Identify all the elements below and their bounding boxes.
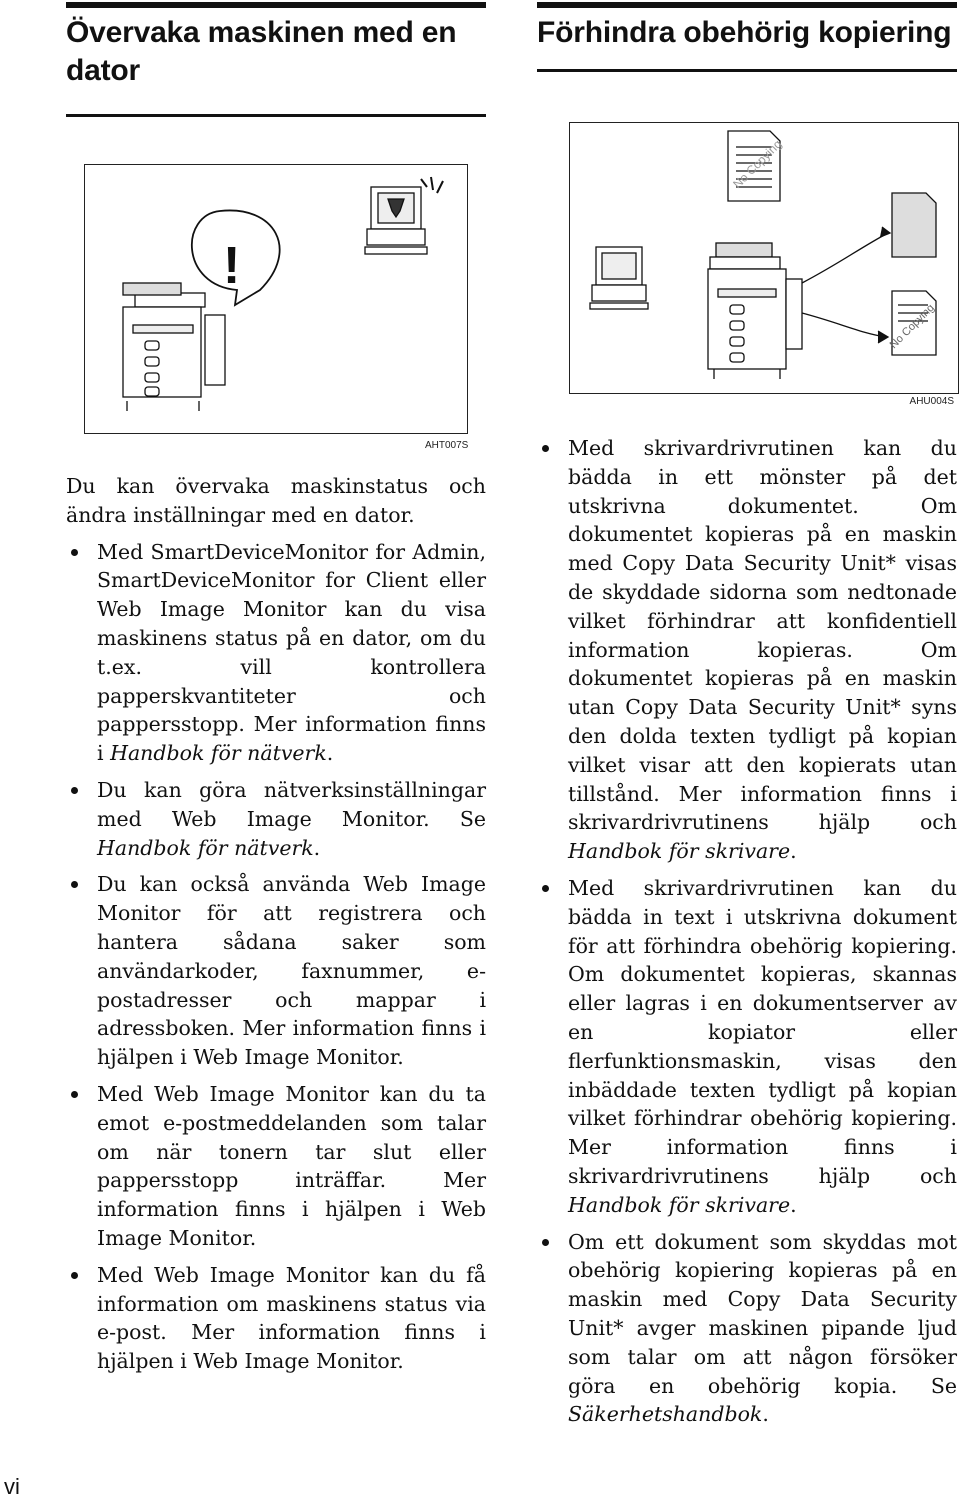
watermark-text: No Copying [730, 136, 785, 192]
reference-link: Handbok för skrivare [568, 839, 791, 864]
list-item: Med skrivardrivrutinen kan du bädda in ett mönster på det utskrivna dokumentet. Om dokumentet kopieras på en maskin med Copy Data Security Unit* visas de skyddade sidorna som nedtonade vilket förhindrar att konfidentiell information kopieras. Om dokumentet kopieras på en maskin utan Copy Data Security Unit* syns den dolda texten tydligt på kopian vilket visar att den kopierats utan tillstånd. Mer information finns i skrivardrivrutinens hjälp och Handbok för skrivare. [537, 434, 957, 866]
bullet-icon [542, 445, 549, 452]
bullet-icon [542, 885, 549, 892]
reference-link: Säkerhetshandbok [568, 1402, 763, 1427]
copier-icon [708, 243, 802, 379]
arrow-icon [802, 227, 890, 343]
section-title-copy-protection: Förhindra obehörig kopiering [537, 16, 952, 49]
alert-bubble-icon [192, 210, 280, 305]
figure-code-right: AHU004S [909, 396, 954, 407]
list-item: Du kan också använda Web Image Monitor för att registrera och hantera sådana saker som användarkoder, faxnummer, e-postadresser och mappar i adressboken. Mer information finns i hjälpen i Web Image Monitor. [66, 870, 486, 1072]
monitor-machine-illustration [85, 165, 467, 433]
computer-icon [590, 247, 648, 309]
left-bullet-list [66, 538, 486, 1376]
page-number: vi [4, 1474, 20, 1499]
list-item: Med Web Image Monitor kan du ta emot e-postmeddelanden som talar om när tonern tar slut eller pappersstopp inträffar. Mer information finns i hjälpen i Web Image Monitor. [66, 1080, 486, 1253]
figure-code-left: AHT007S [425, 440, 469, 451]
title-rule-bottom [537, 69, 957, 72]
copy-protection-illustration [570, 123, 958, 393]
right-column [537, 0, 957, 72]
reference-link: Handbok för nätverk [97, 835, 314, 860]
list-item: Du kan göra nätverksinställningar med Web Image Monitor. Se Handbok för nätverk. [66, 776, 486, 862]
copier-icon [123, 283, 225, 411]
reference-link: Handbok för nätverk [110, 741, 327, 766]
right-body [537, 426, 957, 1429]
signal-icon [421, 177, 443, 193]
bullet-icon [71, 1272, 78, 1279]
bullet-icon [71, 787, 78, 794]
bullet-icon [71, 881, 78, 888]
computer-icon [365, 187, 427, 254]
bullet-icon [71, 549, 78, 556]
right-bullet-list [537, 434, 957, 1429]
figure-monitor-machine [84, 164, 468, 434]
reference-link: Handbok för skrivare [568, 1192, 791, 1217]
list-item: Om ett dokument som skyddas mot obehörig kopiering kopieras på en maskin med Copy Data Security Unit* avger maskinen pipande ljud som talar om att någon försöker göra en obehörig kopia. Se Säkerhetshandbok. [537, 1228, 957, 1430]
list-item: Med Web Image Monitor kan du få information om maskinens status via e-post. Mer information finns i hjälpen i Web Image Monitor. [66, 1261, 486, 1376]
title-rule-bottom [66, 114, 486, 117]
bullet-icon [542, 1239, 549, 1246]
watermark-text: No Copying [887, 301, 937, 352]
title-rule-top [537, 2, 957, 8]
svg-text:!: ! [223, 237, 241, 295]
bullet-icon [71, 1091, 78, 1098]
figure-copy-protection [569, 122, 959, 407]
intro-paragraph: Du kan övervaka maskinstatus och ändra inställningar med en dator. [66, 474, 486, 527]
blank-copy-icon [892, 193, 936, 257]
left-column [66, 0, 486, 117]
left-body [66, 472, 486, 1376]
list-item: Med SmartDeviceMonitor for Admin, SmartDeviceMonitor for Client eller Web Image Monitor kan du visa maskinens status på en dator, om du t.ex. vill kontrollera papperskvantiteter och pappersstopp. Mer information finns i Handbok för nätverk. [66, 538, 486, 768]
section-title-monitor: Övervaka maskinen med en dator [66, 16, 457, 87]
title-rule-top [66, 2, 486, 8]
list-item: Med skrivardrivrutinen kan du bädda in text i utskrivna dokument för att förhindra obehörig kopiering. Om dokumentet kopieras, skannas eller lagras i en dokumentserver av en kopiator eller flerfunktionsmaskin, visas den inbäddade texten tydligt på kopian vilket förhindrar obehörig kopiering. Mer information finns i skrivardrivrutinens hjälp och Handbok för skrivare. [537, 874, 957, 1220]
